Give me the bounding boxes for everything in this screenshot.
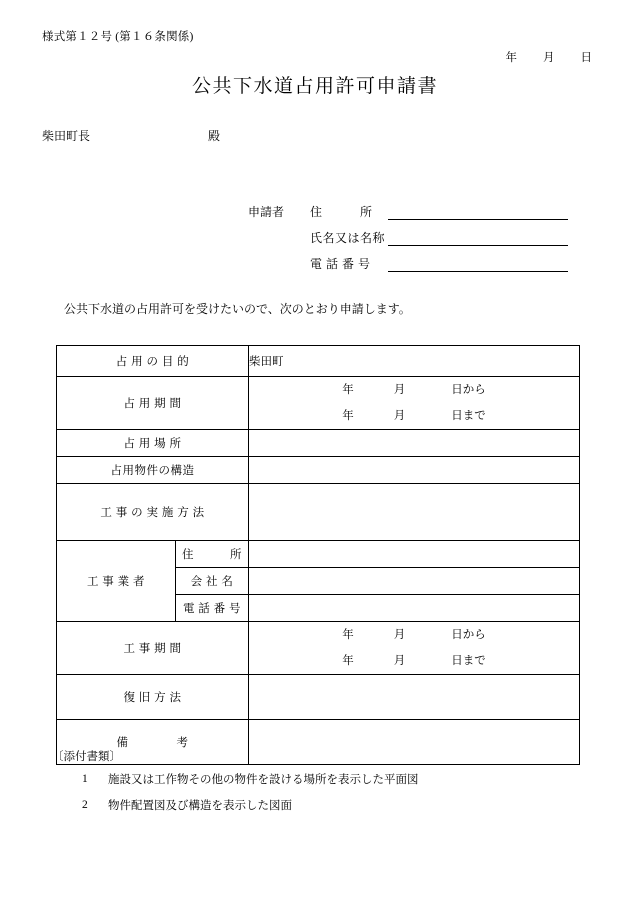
label-restoration: 復 旧 方 法 xyxy=(57,675,249,720)
addressee xyxy=(42,127,220,144)
request-statement: 公共下水道の占用許可を受けたいので、次のとおり申請します。 xyxy=(64,302,411,316)
table-row-structure xyxy=(57,457,580,484)
table-row-work-period xyxy=(57,622,580,675)
attachment-text-2: 物件配置図及び構造を表示した図面 xyxy=(108,800,292,812)
form-number: 様式第１２号 (第１６条関係) xyxy=(42,31,194,43)
label-purpose: 占 用 の 目 的 xyxy=(57,346,249,377)
label-contractor: 工 事 業 者 xyxy=(57,541,176,622)
addressee-honorific: 殿 xyxy=(208,129,221,143)
applicant-input-phone[interactable] xyxy=(388,257,568,272)
work-period-to-year: 年 xyxy=(342,655,354,667)
sublabel-contractor-phone: 電 話 番 号 xyxy=(176,595,249,622)
period-to xyxy=(249,403,579,429)
addressee-name: 柴田町長 xyxy=(42,129,91,143)
period-to-suffix: 日まで xyxy=(451,410,486,422)
period-to-year: 年 xyxy=(342,410,354,422)
value-work-period[interactable] xyxy=(249,622,580,675)
sublabel-contractor-company: 会 社 名 xyxy=(176,568,249,595)
attachment-number-2: 2 xyxy=(82,799,88,811)
work-period-to xyxy=(249,648,579,674)
applicant-input-name[interactable] xyxy=(388,231,568,246)
applicant-field-label-name: 氏名又は名称 xyxy=(310,231,386,245)
label-period: 占 用 期 間 xyxy=(57,377,249,430)
applicant-block xyxy=(248,194,568,272)
value-contractor-company[interactable] xyxy=(249,568,580,595)
applicant-field-label-address: 住 所 xyxy=(310,205,373,219)
period-from-year: 年 xyxy=(342,384,354,396)
application-table xyxy=(56,345,580,765)
applicant-label: 申請者 xyxy=(248,205,285,219)
table-row-purpose xyxy=(57,346,580,377)
table-row-method xyxy=(57,484,580,541)
value-structure[interactable] xyxy=(249,457,580,484)
value-method[interactable] xyxy=(249,484,580,541)
applicant-row-phone xyxy=(248,246,568,272)
work-period-from-month: 月 xyxy=(393,629,406,641)
value-contractor-phone[interactable] xyxy=(249,595,580,622)
attachments-title: 〔添付書類〕 xyxy=(52,751,121,763)
page-title: 公共下水道占用許可申請書 xyxy=(191,76,438,97)
label-work-period: 工 事 期 間 xyxy=(57,622,249,675)
date-year: 年 xyxy=(505,52,517,64)
work-period-to-month: 月 xyxy=(393,655,406,667)
value-place[interactable] xyxy=(249,430,580,457)
table-row-remarks xyxy=(57,720,580,765)
list-item xyxy=(82,766,419,792)
table-row-period xyxy=(57,377,580,430)
list-item xyxy=(82,792,419,818)
attachment-text-1: 施設又は工作物その他の物件を設ける場所を表示した平面図 xyxy=(108,774,419,786)
period-from xyxy=(249,377,579,403)
applicant-row-name xyxy=(248,220,568,246)
value-remarks[interactable] xyxy=(249,720,580,765)
label-place: 占 用 場 所 xyxy=(57,430,249,457)
applicant-field-label-phone: 電 話 番 号 xyxy=(310,257,371,271)
work-period-from-year: 年 xyxy=(342,629,354,641)
table-row-restoration xyxy=(57,675,580,720)
period-to-month: 月 xyxy=(393,410,406,422)
applicant-row-address xyxy=(248,194,568,220)
date-month: 月 xyxy=(543,52,555,64)
date-day: 日 xyxy=(580,52,592,64)
label-remarks: 備 考 xyxy=(57,720,249,765)
table-row-contractor-address xyxy=(57,541,580,568)
work-period-from xyxy=(249,622,579,648)
sublabel-contractor-address: 住 所 xyxy=(176,541,249,568)
work-period-to-suffix: 日まで xyxy=(451,655,486,667)
value-contractor-address[interactable] xyxy=(249,541,580,568)
value-restoration[interactable] xyxy=(249,675,580,720)
period-from-month: 月 xyxy=(393,384,406,396)
applicant-input-address[interactable] xyxy=(388,205,568,220)
period-from-suffix: 日から xyxy=(451,384,486,396)
attachment-number-1: 1 xyxy=(82,773,88,785)
value-purpose[interactable]: 柴田町 xyxy=(249,346,580,377)
label-method: 工 事 の 実 施 方 法 xyxy=(57,484,249,541)
attachments-list xyxy=(82,766,419,818)
work-period-from-suffix: 日から xyxy=(451,629,486,641)
value-period[interactable] xyxy=(249,377,580,430)
label-structure: 占用物件の構造 xyxy=(57,457,249,484)
table-row-place xyxy=(57,430,580,457)
header-date-line xyxy=(506,49,593,65)
